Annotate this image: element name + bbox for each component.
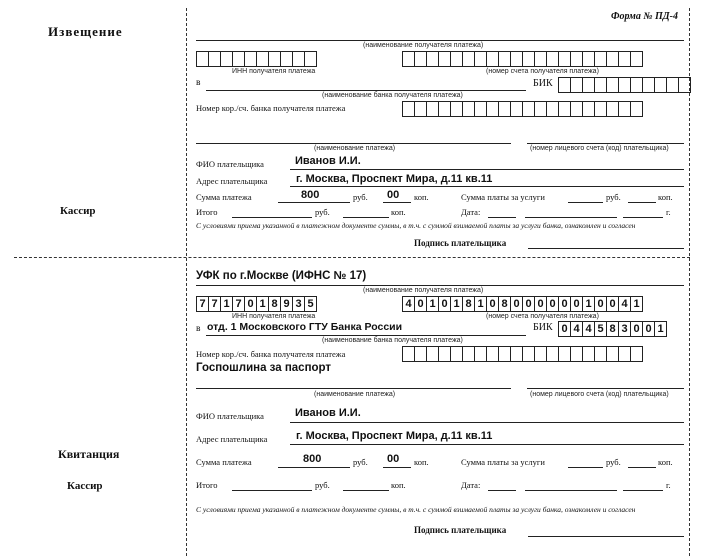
amount-rub-value-top: 800	[301, 189, 320, 201]
payment-caption-top: (наименование платежа)	[314, 145, 396, 152]
cashier-label-top: Кассир	[60, 205, 96, 217]
corr-boxes-top	[402, 101, 643, 117]
recipient-caption-top: (наименование получателя платежа)	[363, 42, 484, 49]
year-label-top: г.	[666, 207, 671, 217]
amount-label-bottom: Сумма платежа	[196, 457, 252, 467]
cashier-label-bottom: Кассир	[67, 480, 103, 492]
corr-label-top: Номер кор./сч. банка получателя платежа	[196, 103, 346, 113]
bik-boxes-top	[558, 77, 691, 93]
account-boxes-top	[402, 51, 643, 67]
date-day-line-bottom	[488, 490, 516, 491]
bik-label-top: БИК	[533, 78, 553, 89]
signature-label-top: Подпись плательщика	[414, 238, 507, 248]
payer-address-line-bottom	[290, 444, 684, 445]
bank-caption-top: (наименование банка получателя платежа)	[322, 92, 463, 99]
payer-address-line-top	[290, 186, 684, 187]
total-rub-line-top	[232, 217, 312, 218]
date-month-line-bottom	[525, 490, 617, 491]
fee-kop-line-bottom	[628, 467, 656, 468]
fee-kop-label-bottom: коп.	[658, 457, 673, 467]
amount-rub-line-bottom	[278, 467, 350, 468]
amount-kop-line-top	[383, 202, 411, 203]
account-boxes-bottom: 4 0 1 0 1 8 1 0 8 0 0 0 0 0 0 1 0 0 4 1	[402, 296, 643, 312]
account-caption-top: (номер счета получателя платежа)	[486, 68, 599, 75]
service-fee-label-top: Сумма платы за услуги	[461, 192, 545, 202]
conditions-text-top: С условиями приема указанной в платежном документе суммы, в т.ч. с суммой взимаемой платы за услуги банка, ознакомлен и согласен	[196, 221, 636, 230]
total-kop-label-bottom: коп.	[391, 480, 406, 490]
kop-label-top: коп.	[414, 192, 429, 202]
payment-line-top	[196, 143, 511, 144]
total-label-top: Итого	[196, 207, 218, 217]
amount-kop-value-top: 00	[387, 189, 400, 201]
amount-kop-line-bottom	[383, 467, 411, 468]
account-caption-bottom: (номер счета получателя платежа)	[486, 313, 599, 320]
date-year-line-top	[623, 217, 663, 218]
personal-caption-top: (номер лицевого счета (код) плательщика)	[530, 145, 669, 152]
cut-line-horizontal	[14, 257, 690, 258]
payer-name-label-top: ФИО плательщика	[196, 159, 264, 169]
total-kop-label-top: коп.	[391, 207, 406, 217]
cut-line-vertical	[186, 8, 187, 556]
corr-label-bottom: Номер кор./сч. банка получателя платежа	[196, 349, 346, 359]
inn-caption-bottom: ИНН получателя платежа	[232, 313, 316, 320]
fee-rub-label-bottom: руб.	[606, 457, 621, 467]
personal-line-bottom	[527, 388, 684, 389]
bank-value: отд. 1 Московского ГТУ Банка России	[207, 321, 403, 333]
service-fee-label-bottom: Сумма платы за услуги	[461, 457, 545, 467]
date-year-line-bottom	[623, 490, 663, 491]
notice-title: Извещение	[48, 24, 123, 39]
payer-address-label-top: Адрес плательщика	[196, 176, 268, 186]
payer-address-label-bottom: Адрес плательщика	[196, 434, 268, 444]
year-label-bottom: г.	[666, 480, 671, 490]
payer-address-value-bottom: г. Москва, Проспект Мира, д.11 кв.11	[296, 430, 493, 442]
date-label-bottom: Дата:	[461, 480, 481, 490]
total-kop-line-top	[343, 217, 389, 218]
total-kop-line-bottom	[343, 490, 389, 491]
total-rub-label-top: руб.	[315, 207, 330, 217]
total-rub-label-bottom: руб.	[315, 480, 330, 490]
personal-caption-bottom: (номер лицевого счета (код) плательщика)	[530, 391, 669, 398]
fee-kop-label-top: коп.	[658, 192, 673, 202]
date-day-line-top	[488, 217, 516, 218]
inn-boxes-bottom: 7 7 1 7 0 1 8 9 3 5	[196, 296, 317, 312]
rub-label-bottom: руб.	[353, 457, 368, 467]
in-label-top: в	[196, 78, 201, 88]
rub-label-top: руб.	[353, 192, 368, 202]
payer-name-value-top: Иванов И.И.	[295, 155, 361, 167]
corr-boxes-bottom	[402, 346, 643, 362]
recipient-value: УФК по г.Москве (ИФНС № 17)	[196, 270, 367, 282]
conditions-text-bottom: С условиями приема указанной в платежном документе суммы, в т.ч. с суммой взимаемой платы за услуги банка, ознакомлен и согласен	[196, 505, 636, 514]
total-label-bottom: Итого	[196, 480, 218, 490]
form-number: Форма № ПД-4	[611, 11, 678, 22]
signature-line-bottom	[528, 536, 684, 537]
bank-line-bottom	[206, 335, 526, 336]
bank-line-top	[206, 90, 526, 91]
inn-caption-top: ИНН получателя платежа	[232, 68, 316, 75]
amount-kop-value-bottom: 00	[387, 453, 400, 465]
payer-name-value-bottom: Иванов И.И.	[295, 407, 361, 419]
payer-name-line-bottom	[290, 422, 684, 423]
payment-name-value: Госпошлина за паспорт	[196, 362, 332, 374]
fee-rub-line-top	[568, 202, 603, 203]
payer-address-value-top: г. Москва, Проспект Мира, д.11 кв.11	[296, 173, 493, 185]
recipient-line-bottom	[196, 285, 684, 286]
fee-kop-line-top	[628, 202, 656, 203]
bik-label-bottom: БИК	[533, 322, 553, 333]
amount-rub-line-top	[278, 202, 350, 203]
signature-line-top	[528, 248, 684, 249]
fee-rub-line-bottom	[568, 467, 603, 468]
recipient-line-top	[196, 40, 684, 41]
amount-rub-value-bottom: 800	[303, 453, 322, 465]
fee-rub-label-top: руб.	[606, 192, 621, 202]
personal-line-top	[527, 143, 684, 144]
bik-boxes-bottom: 0 4 4 5 8 3 0 0 1	[558, 321, 667, 337]
date-month-line-top	[525, 217, 617, 218]
inn-boxes-top	[196, 51, 317, 67]
in-label-bottom: в	[196, 324, 201, 334]
amount-label-top: Сумма платежа	[196, 192, 252, 202]
bank-caption-bottom: (наименование банка получателя платежа)	[322, 337, 463, 344]
payment-caption-bottom: (наименование платежа)	[314, 391, 396, 398]
kop-label-bottom: коп.	[414, 457, 429, 467]
receipt-title: Квитанция	[58, 447, 120, 461]
signature-label-bottom: Подпись плательщика	[414, 525, 507, 535]
total-rub-line-bottom	[232, 490, 312, 491]
payment-line-bottom	[196, 388, 511, 389]
payer-name-line-top	[290, 169, 684, 170]
recipient-caption-bottom: (наименование получателя платежа)	[363, 287, 484, 294]
date-label-top: Дата:	[461, 207, 481, 217]
payer-name-label-bottom: ФИО плательщика	[196, 411, 264, 421]
